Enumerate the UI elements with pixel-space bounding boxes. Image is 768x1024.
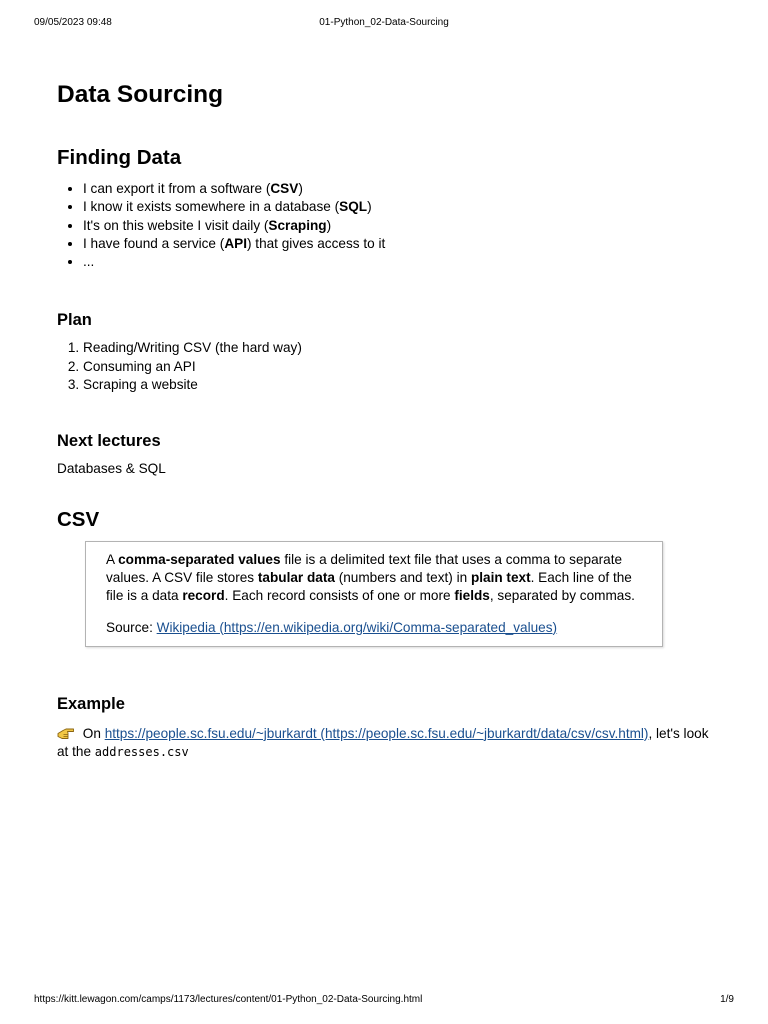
example-heading: Example	[57, 694, 125, 713]
page-title: Data Sourcing	[57, 81, 224, 108]
section-csv	[57, 506, 717, 647]
csv-quote-box	[85, 541, 663, 647]
list-item: 1. Reading/Writing CSV (the hard way)	[83, 339, 717, 357]
finding-data-heading: Finding Data	[57, 146, 182, 169]
finding-data-list	[57, 180, 717, 271]
example-text: On https://people.sc.fsu.edu/~jburkardt (https://people.sc.fsu.edu/~jburkardt/data/csv/csv.html), let's look at the addresses.csv	[57, 725, 709, 760]
list-item: • I know it exists somewhere in a database (SQL)	[83, 198, 717, 216]
print-footer	[34, 994, 734, 1008]
print-url: https://kitt.lewagon.com/camps/1173/lectures/content/01-Python_02-Data-Sourcing.html	[34, 994, 423, 1005]
section-next-lectures	[57, 430, 717, 478]
list-item: • It's on this website I visit daily (Scraping)	[83, 217, 717, 235]
csv-definition: A comma-separated values file is a delimited text file that uses a comma to separate values. A CSV file stores tabular data (numbers and text) in plain text. Each line of the file is a data record. Each record consists of one or more fields, separated by commas.	[106, 551, 635, 604]
page-number: 1/9	[720, 994, 734, 1005]
list-item: • I can export it from a software (CSV)	[83, 180, 717, 198]
list-item: 3. Scraping a website	[83, 376, 717, 394]
wikipedia-link[interactable]: Wikipedia (https://en.wikipedia.org/wiki/Comma-separated_values)	[156, 619, 558, 635]
list-item: • ...	[83, 253, 717, 271]
plan-list	[57, 339, 717, 394]
print-doc-title: 01-Python_02-Data-Sourcing	[319, 17, 449, 28]
filename-code: addresses.csv	[94, 745, 189, 760]
plan-heading: Plan	[57, 311, 92, 330]
csv-source	[106, 619, 642, 637]
next-lectures-heading: Next lectures	[57, 432, 161, 451]
document-content	[57, 78, 717, 761]
print-datetime: 09/05/2023 09:48	[34, 17, 112, 28]
section-plan	[57, 309, 717, 394]
next-lectures-text: Databases & SQL	[57, 461, 166, 477]
list-item: • I have found a service (API) that gives access to it	[83, 235, 717, 253]
list-item: 2. Consuming an API	[83, 358, 717, 376]
pointing-hand-icon	[57, 727, 75, 740]
csv-heading: CSV	[57, 507, 100, 531]
source-label: Source:	[106, 619, 157, 635]
fsu-link[interactable]: https://people.sc.fsu.edu/~jburkardt (https://people.sc.fsu.edu/~jburkardt/data/csv/csv.html)	[104, 725, 649, 741]
print-header	[34, 17, 734, 31]
section-example	[57, 693, 717, 762]
section-finding-data	[57, 144, 717, 271]
